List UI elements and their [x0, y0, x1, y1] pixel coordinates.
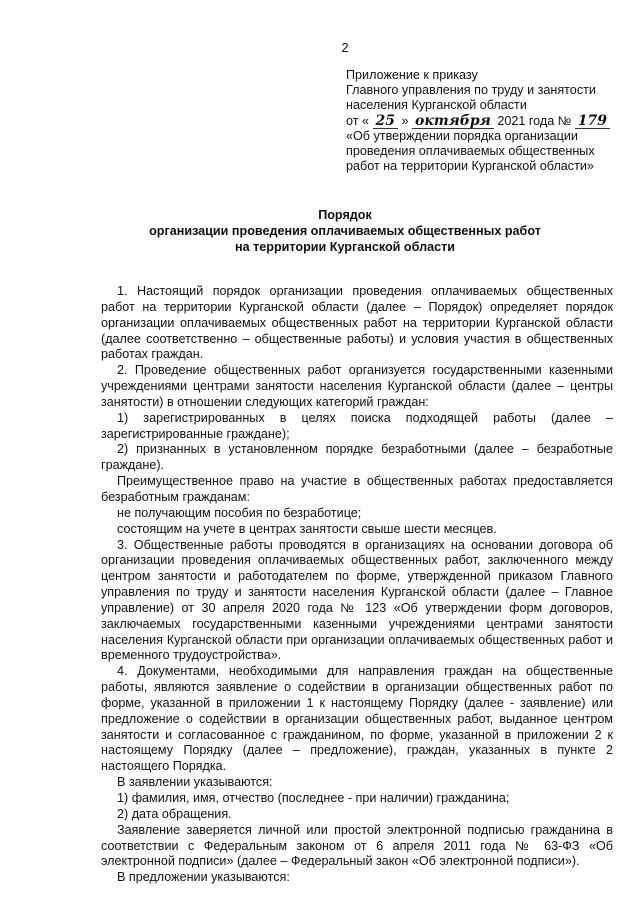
- handwritten-month: октября: [412, 114, 494, 129]
- paragraph: 1) зарегистрированных в целях поиска подходящей работы (далее – зарегистрированные граждане);: [101, 410, 613, 441]
- appendix-line: работ на территории Курганской области»: [346, 159, 594, 174]
- title-line: на территории Курганской области: [234, 240, 455, 254]
- paragraph: 1) фамилия, имя, отчество (последнее - при наличии) гражданина;: [117, 791, 510, 805]
- title-line: организации проведения оплачиваемых общественных работ: [149, 224, 541, 238]
- appendix-line: проведения оплачиваемых общественных: [346, 144, 595, 159]
- paragraph: Заявление заверяется личной или простой электронной подписью гражданина в соответствии с Федеральным законом от 6 апреля 2011 года № 63-ФЗ «Об электронной подписи» (далее – Федеральный закон «Об электронной подписи»).: [101, 822, 613, 869]
- paragraph: 2. Проведение общественных работ организуется государственными казенными учреждениями центрами занятости населения Курганской области (далее – центры занятости) в отношении следующих категорий граждан:: [101, 363, 613, 409]
- paragraph: не получающим пособия по безработице;: [117, 505, 362, 520]
- paragraph: 4. Документами, необходимыми для направления граждан на общественные работы, являются заявление о содействии в организации общественных работ по форме, указанной в приложении 1 к настоящему Порядку (далее - заявление) или предложение о содействии в организации общественных работ, выданное центром занятости и согласованное с гражданином, по форме, указанной в приложении 2 к настоящему Порядку (далее – предложение), граждан, указанных в пункте 2 настоящего Порядка.: [101, 664, 613, 774]
- handwritten-day: 25: [373, 114, 398, 129]
- paragraph: 2) дата обращения.: [117, 806, 232, 821]
- paragraph: 2) признанных в установленном порядке безработными (далее – безработные граждане).: [101, 442, 613, 473]
- appendix-line: Приложение к приказу: [346, 68, 478, 82]
- paragraph: 1. Настоящий порядок организации проведения оплачиваемых общественных работ на территории Курганской области (далее – Порядок) определяет порядок организации оплачиваемых общественных работ на территории Курганской области (далее соответственно – общественные работы) и условия участия в общественных работах граждан.: [101, 284, 613, 362]
- page-number: 2: [341, 41, 349, 55]
- appendix-header: [346, 68, 626, 174]
- paragraph: 3. Общественные работы проводятся в организациях на основании договора об организации проведения оплачиваемых общественных работ, заключенного между центром занятости и работодателем по форме, утвержденной приказом Главного управления по труду и занятости населения Курганской области (далее – Главное управление) от 30 апреля 2020 года № 123 «Об утверждении форм договоров, заключаемых государственными казенными учреждениями центрами занятости населения Курганской области при организации оплачиваемых общественных работ и временного трудоустройства».: [101, 537, 613, 663]
- paragraph: состоящим на учете в центрах занятости свыше шести месяцев.: [117, 521, 497, 536]
- title-line: Порядок: [318, 208, 372, 222]
- document-body: [101, 284, 613, 886]
- paragraph: В заявлении указываются:: [117, 775, 273, 790]
- appendix-line: Главного управления по труду и занятости: [346, 83, 596, 98]
- date-mid: »: [401, 113, 409, 128]
- appendix-line: «Об утверждении порядка организации: [346, 128, 578, 143]
- date-prefix: от «: [346, 113, 369, 128]
- appendix-date-line: [346, 114, 626, 129]
- date-year: 2021 года №: [497, 113, 572, 128]
- paragraph: Преимущественное право на участие в общественных работах предоставляется безработным гражданам:: [101, 474, 613, 504]
- appendix-line: населения Курганской области: [346, 98, 527, 113]
- paragraph: В предложении указываются:: [117, 870, 290, 885]
- handwritten-order-number: 179: [575, 114, 610, 129]
- document-title: [100, 207, 590, 255]
